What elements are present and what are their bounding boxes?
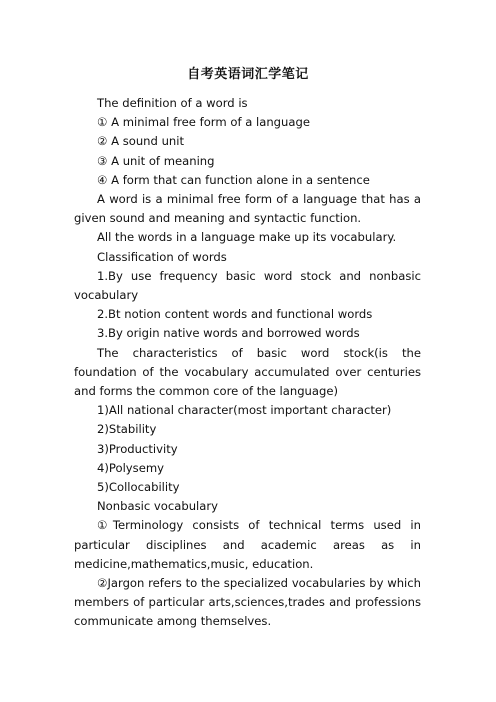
document-title: 自考英语词汇学笔记 (187, 67, 309, 82)
list-item: 3.By origin native words and borrowed words (97, 326, 360, 341)
section-heading: Classification of words (97, 249, 227, 264)
section-heading: Nonbasic vocabulary (97, 499, 218, 514)
list-item: ① A minimal free form of a language (97, 115, 310, 130)
list-item: ④ A form that can function alone in a sentence (97, 172, 370, 187)
document-body (74, 94, 421, 632)
list-item: ①Terminology consists of technical terms used in particular disciplines and academic areas as in medicine,mathematics,music, education. (74, 518, 421, 571)
list-item: 5)Collocability (97, 480, 180, 495)
list-item: 3)Productivity (97, 441, 178, 456)
paragraph: The definition of a word is (97, 96, 248, 110)
list-item: 1.By use frequency basic word stock and nonbasic vocabulary (74, 268, 421, 303)
paragraph: All the words in a language make up its vocabulary. (97, 230, 397, 245)
list-item: 2)Stability (97, 422, 157, 437)
list-item: 2.Bt notion content words and functional words (97, 307, 373, 322)
list-item: 4)Polysemy (97, 460, 164, 475)
paragraph: A word is a minimal free form of a language that has a given sound and meaning and syntactic function. (74, 192, 421, 226)
list-item: ② A sound unit (97, 134, 185, 149)
list-item: 1)All national character(most important character) (97, 403, 392, 418)
paragraph: The characteristics of basic word stock(is the foundation of the vocabulary accumulated over centuries and forms the common core of the language) (74, 345, 421, 399)
list-item: ③ A unit of meaning (97, 153, 215, 168)
list-item: ②Jargon refers to the specialized vocabularies by which members of particular arts,sciences,trades and professions communicate among themselves. (74, 576, 421, 629)
